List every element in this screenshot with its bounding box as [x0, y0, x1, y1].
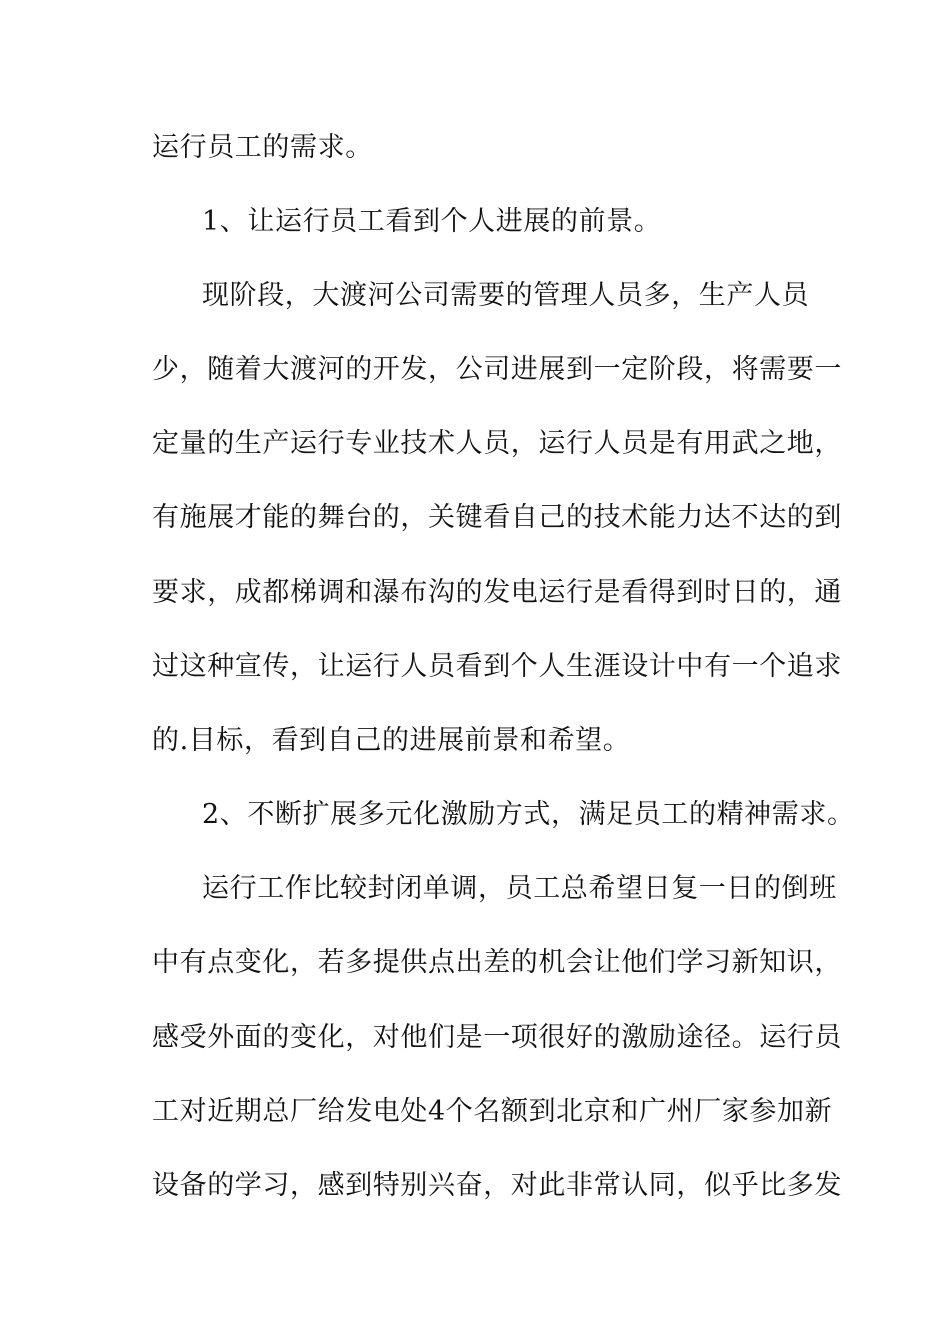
section-heading: 1、让运行员工看到个人进展的前景。: [202, 206, 662, 237]
text-line: 定量的生产运行专业技术人员，运行人员是有用武之地，: [152, 428, 842, 459]
text-line: 运行员工的需求。: [152, 132, 373, 163]
text-line: 感受外面的变化，对他们是一项很好的激励途径。运行员: [152, 1022, 842, 1053]
text-line: 设备的学习，感到特别兴奋，对此非常认同，似乎比多发: [152, 1170, 842, 1201]
text-line: 现阶段，大渡河公司需要的管理人员多，生产人员: [202, 280, 810, 311]
section-heading: 2、不断扩展多元化激励方式，满足员工的精神需求。: [202, 799, 855, 830]
text-line: 中有点变化，若多提供点出差的机会让他们学习新知识，: [152, 947, 842, 978]
text-line: 要求，成都梯调和瀑布沟的发电运行是看得到时日的，通: [152, 577, 842, 608]
text-line: 过这种宣传，让运行人员看到个人生涯设计中有一个追求: [152, 651, 842, 682]
text-line: 运行工作比较封闭单调，员工总希望日复一日的倒班: [202, 873, 837, 904]
text-line: 工对近期总厂给发电处4个名额到北京和广州厂家参加新: [152, 1096, 833, 1127]
text-line: 少，随着大渡河的开发，公司进展到一定阶段，将需要一: [152, 354, 842, 385]
text-line: 的.目标，看到自己的进展前景和希望。: [152, 725, 631, 756]
text-line: 有施展才能的舞台的，关键看自己的技术能力达不达的到: [152, 502, 842, 533]
